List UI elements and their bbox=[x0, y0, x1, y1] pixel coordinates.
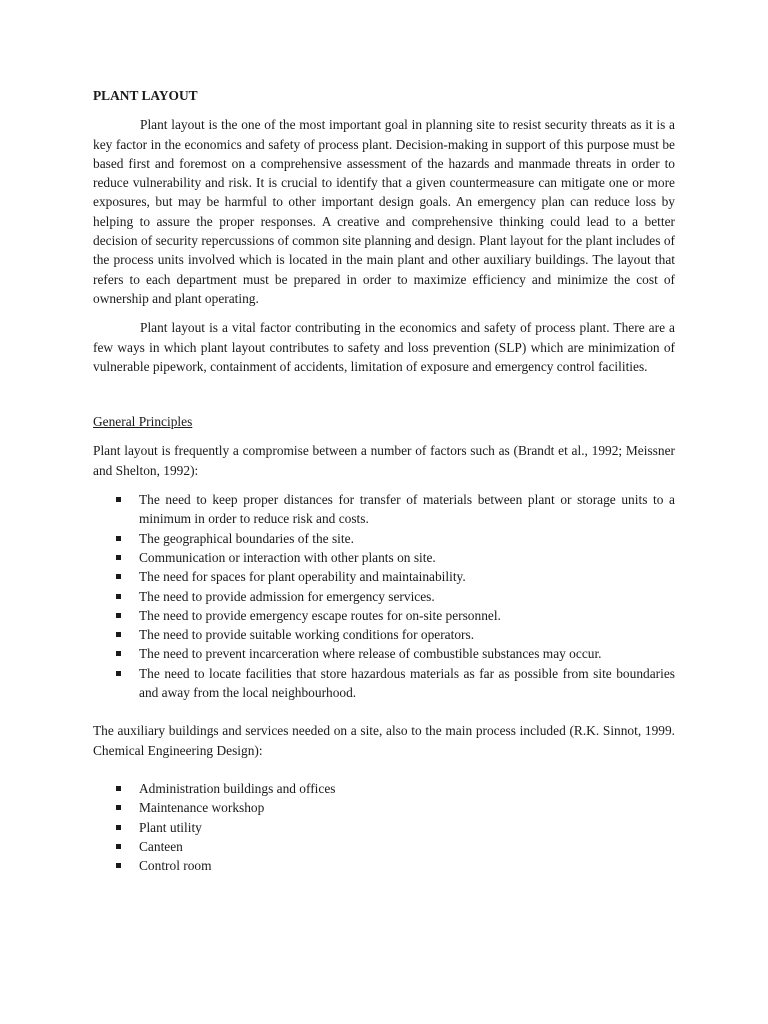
square-bullet-icon bbox=[116, 805, 121, 810]
list-item-text: The need to provide emergency escape routes for on-site personnel. bbox=[139, 607, 501, 623]
list-item bbox=[93, 606, 675, 625]
list-item bbox=[93, 664, 675, 703]
list-item-text: The need to prevent incarceration where release of combustible substances may occur. bbox=[139, 646, 602, 662]
square-bullet-icon bbox=[116, 825, 121, 830]
list-item-text: The need to locate facilities that store hazardous materials as far as possible from site boundaries and away from the local neighbourhood. bbox=[139, 665, 675, 701]
square-bullet-icon bbox=[116, 844, 121, 849]
list-item bbox=[93, 818, 675, 837]
square-bullet-icon bbox=[116, 594, 121, 599]
square-bullet-icon bbox=[116, 863, 121, 868]
list-item-text: The need to keep proper distances for transfer of materials between plant or storage units to a minimum in order to reduce risk and costs. bbox=[139, 492, 675, 527]
document-page bbox=[93, 86, 675, 875]
list-item bbox=[93, 587, 675, 606]
square-bullet-icon bbox=[116, 613, 121, 618]
section-heading: General Principles bbox=[93, 414, 193, 430]
list-item-text: The need for spaces for plant operability and maintainability. bbox=[139, 569, 466, 585]
spacer bbox=[93, 702, 675, 721]
list-item bbox=[93, 529, 675, 548]
list-item bbox=[93, 798, 675, 817]
slp-paragraph: Plant layout is a vital factor contributing in the economics and safety of process plant. There are a few ways in which plant layout contributes to safety and loss prevention (SLP) which are minimization of vulnerable pipework, containment of accidents, limitation of exposure and emergency control facilities. bbox=[93, 320, 675, 374]
square-bullet-icon bbox=[116, 574, 121, 579]
list-item-text: Communication or interaction with other plants on site. bbox=[139, 549, 436, 565]
list-item bbox=[93, 548, 675, 567]
list-item bbox=[93, 490, 675, 529]
section-intro-paragraph: Plant layout is frequently a compromise between a number of factors such as (Brandt et al., 1992; Meissner and Shelton, 1992): bbox=[93, 443, 675, 478]
square-bullet-icon bbox=[116, 536, 121, 541]
list-item-text: The need to provide suitable working conditions for operators. bbox=[139, 627, 475, 643]
list-item bbox=[93, 567, 675, 586]
square-bullet-icon bbox=[116, 651, 121, 656]
square-bullet-icon bbox=[116, 632, 121, 637]
list-item-text: The need to provide admission for emergency services. bbox=[139, 588, 435, 604]
square-bullet-icon bbox=[116, 555, 121, 560]
factors-list bbox=[93, 490, 675, 702]
list-item bbox=[93, 837, 675, 856]
list-item-text: Canteen bbox=[139, 838, 183, 854]
square-bullet-icon bbox=[116, 671, 121, 676]
auxiliary-list bbox=[93, 779, 675, 875]
list-item-text: Control room bbox=[139, 858, 212, 874]
page-title: PLANT LAYOUT bbox=[93, 88, 198, 103]
list-item bbox=[93, 856, 675, 875]
list-item-text: The geographical boundaries of the site. bbox=[139, 530, 354, 546]
intro-paragraph: Plant layout is the one of the most important goal in planning site to resist security threats as it is a key factor in the economics and safety of process plant. Decision-making in support of this purpose must be based first and foremost on a comprehensive assessment of the hazards and manmade threats in order to reduce vulnerability and risk. It is crucial to identify that a given countermeasure can mitigate one or more exposures, but may be harmful to other important design goals. An emergency plan can reduce loss by helping to assure the proper responses. A creative and comprehensive thinking could lead to a better decision of security repercussions of common site planning and design. Plant layout for the plant includes of the process units involved which is located in the main plant and other auxiliary buildings. The layout that refers to each department must be prepared in order to maximize efficiency and minimize the cost of ownership and plant operating. bbox=[93, 117, 675, 306]
list-item-text: Administration buildings and offices bbox=[139, 780, 336, 796]
list-item bbox=[93, 644, 675, 663]
list-item bbox=[93, 625, 675, 644]
list-item-text: Plant utility bbox=[139, 819, 202, 835]
auxiliary-intro-paragraph: The auxiliary buildings and services needed on a site, also to the main process included (R.K. Sinnot, 1999. Chemical Engineering Design): bbox=[93, 723, 675, 758]
list-item-text: Maintenance workshop bbox=[139, 800, 265, 816]
list-item bbox=[93, 779, 675, 798]
square-bullet-icon bbox=[116, 497, 121, 502]
square-bullet-icon bbox=[116, 786, 121, 791]
